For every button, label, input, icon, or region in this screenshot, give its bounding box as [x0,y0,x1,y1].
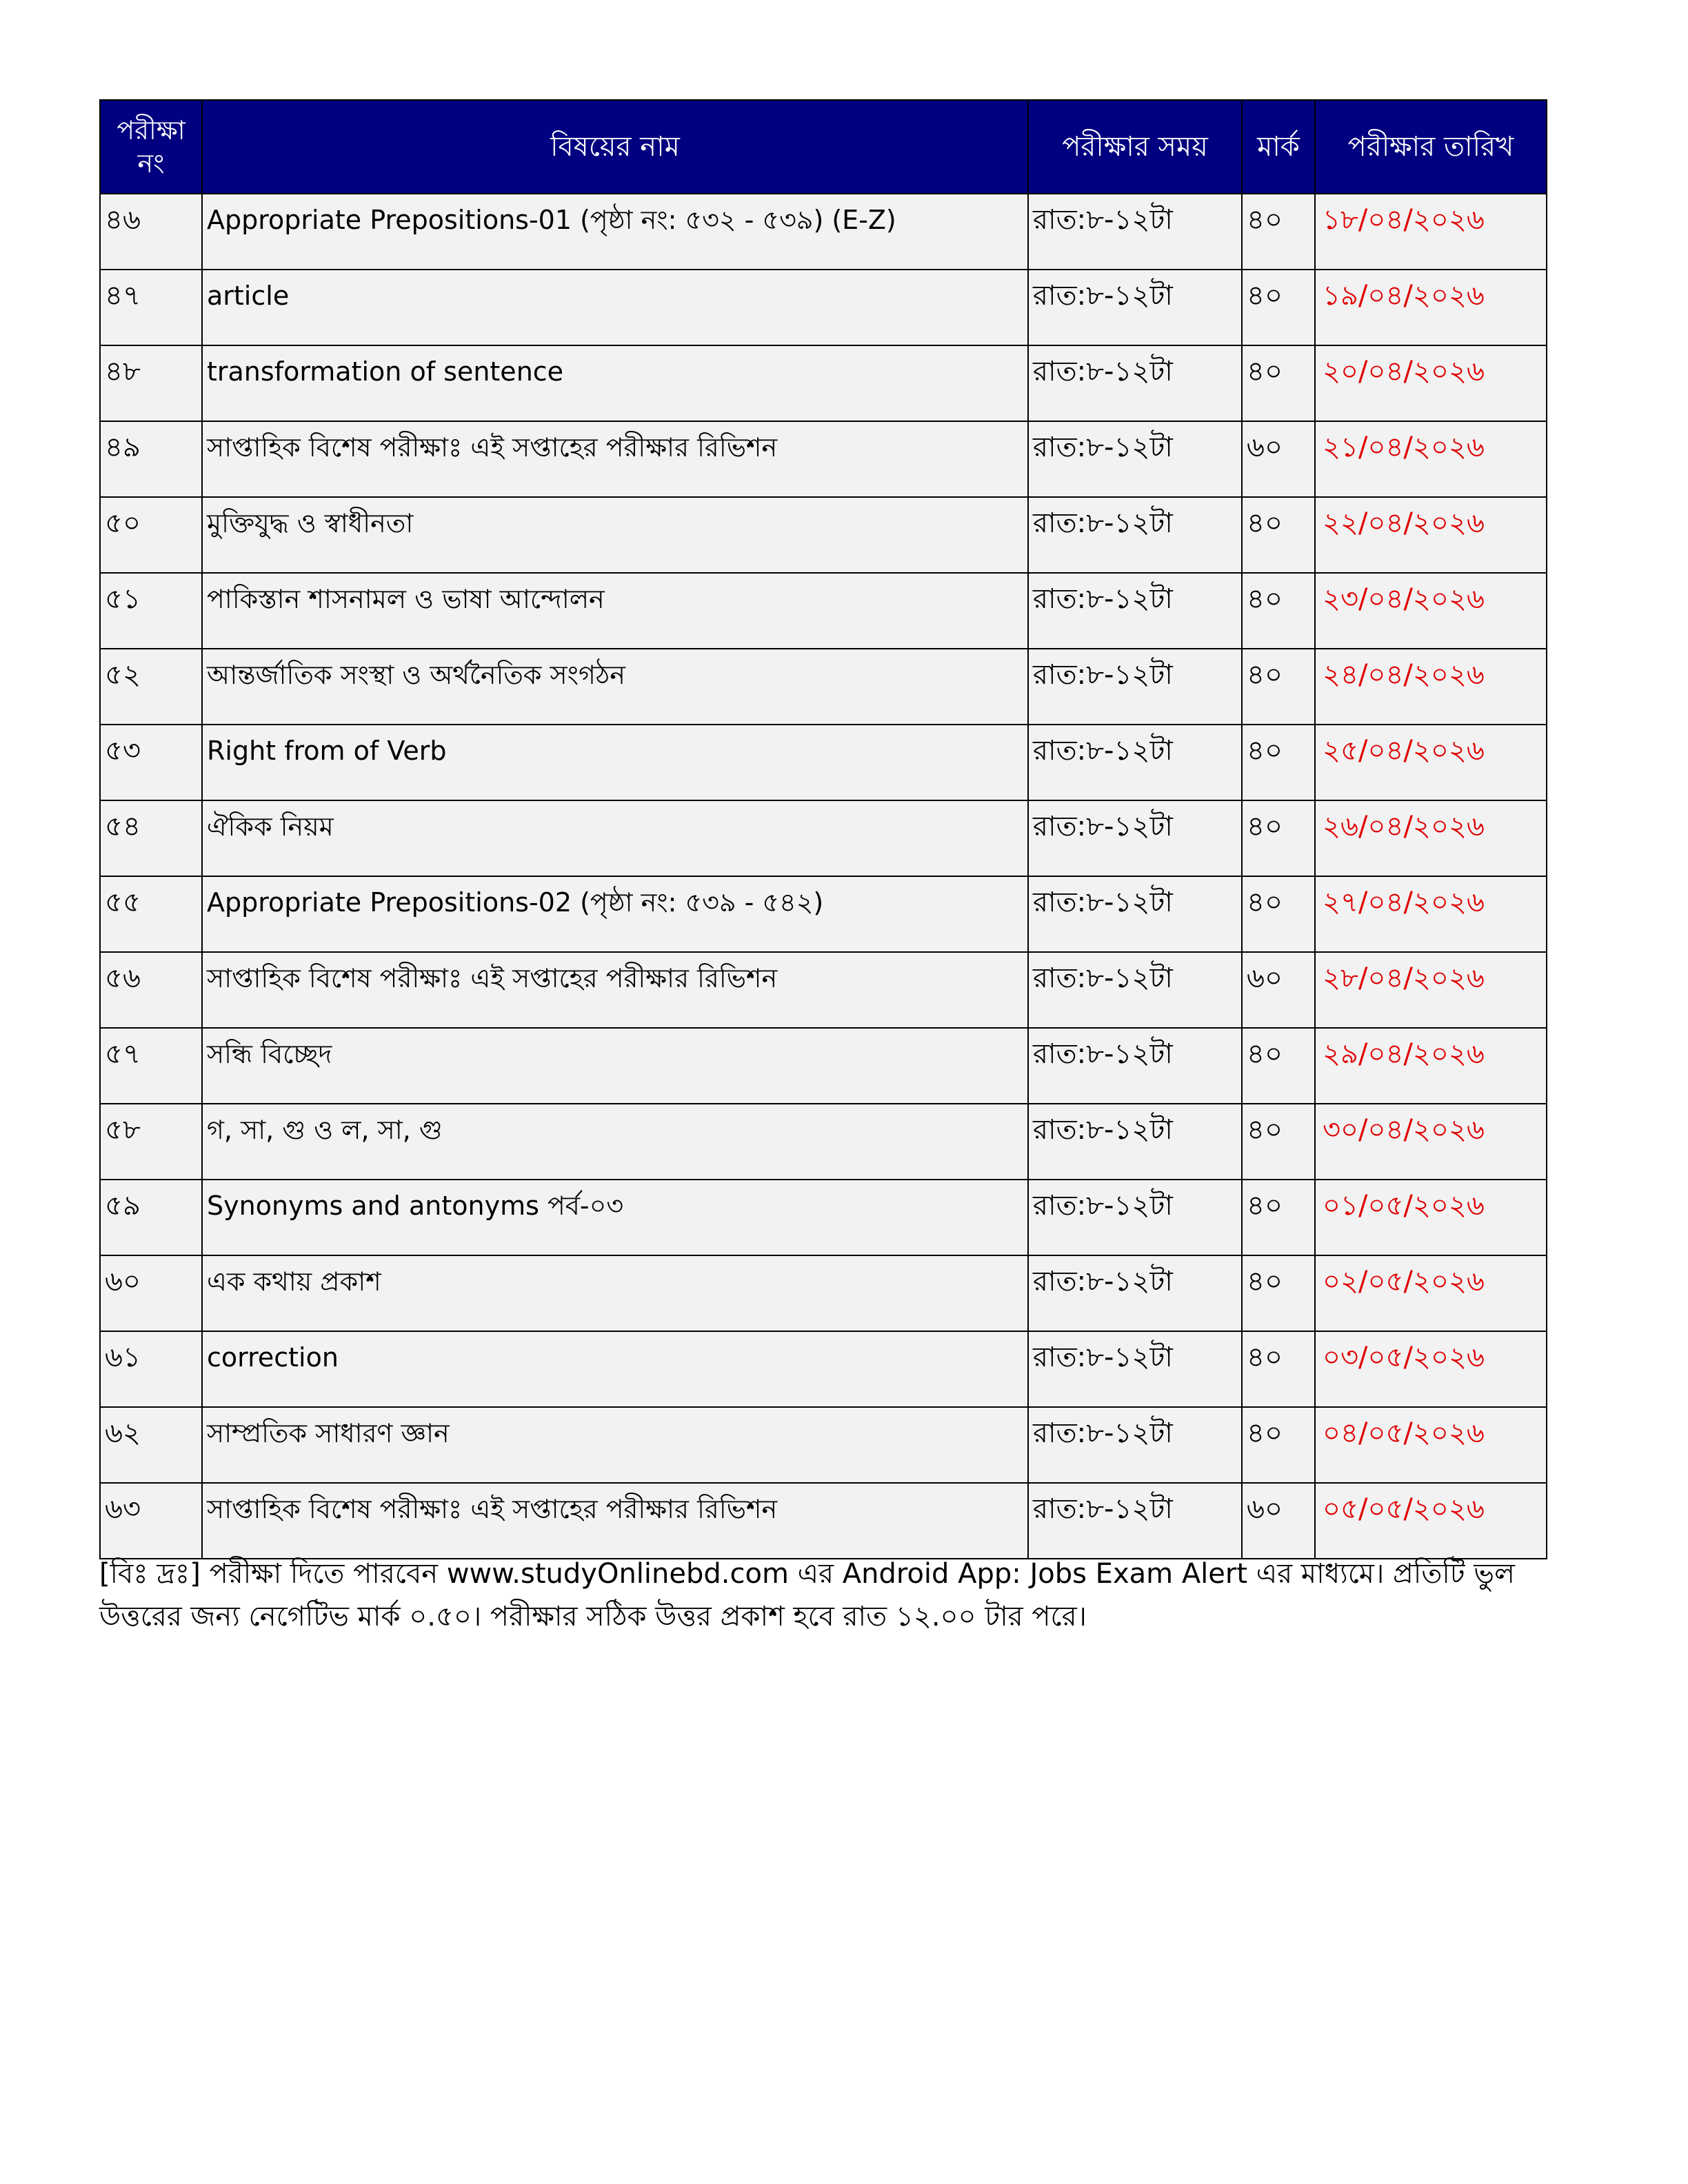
header-exam-no: পরীক্ষা নং [100,100,202,194]
date-cell: ১৯/০৪/২০২৬ [1315,270,1547,345]
subject-cell: সন্ধি বিচ্ছেদ [202,1028,1028,1104]
marks-cell: ৪০ [1242,1104,1315,1180]
exam-schedule-table [99,99,1547,1559]
marks-cell: ৪০ [1242,725,1315,800]
date-cell: ২৯/০৪/২০২৬ [1315,1028,1547,1104]
date-cell: ২৬/০৪/২০২৬ [1315,800,1547,876]
date-cell: ২৪/০৪/২০২৬ [1315,649,1547,725]
header-subject: বিষয়ের নাম [202,100,1028,194]
table-row [100,1104,1547,1180]
subject-cell: transformation of sentence [202,345,1028,421]
time-cell: রাত:৮-১২টা [1028,725,1242,800]
date-cell: ০৫/০৫/২০২৬ [1315,1483,1547,1559]
table-row [100,1180,1547,1255]
exam-no-cell: ৫৫ [100,876,202,952]
table-body [100,194,1547,1559]
subject-cell: সাপ্তাহিক বিশেষ পরীক্ষাঃ এই সপ্তাহের পরীক্ষার রিভিশন [202,1483,1028,1559]
table-row [100,1255,1547,1331]
date-cell: ২৮/০৪/২০২৬ [1315,952,1547,1028]
marks-cell: ৪০ [1242,345,1315,421]
exam-no-cell: ৪৬ [100,194,202,270]
date-cell: ০৩/০৫/২০২৬ [1315,1331,1547,1407]
table-row [100,876,1547,952]
marks-cell: ৪০ [1242,1255,1315,1331]
table-row [100,345,1547,421]
exam-no-cell: ৫০ [100,497,202,573]
date-cell: ২৩/০৪/২০২৬ [1315,573,1547,649]
subject-cell: সাপ্তাহিক বিশেষ পরীক্ষাঃ এই সপ্তাহের পরীক্ষার রিভিশন [202,421,1028,497]
time-cell: রাত:৮-১২টা [1028,573,1242,649]
table-row [100,421,1547,497]
exam-no-cell: ৫৮ [100,1104,202,1180]
time-cell: রাত:৮-১২টা [1028,270,1242,345]
exam-no-cell: ৪৭ [100,270,202,345]
date-cell: ২২/০৪/২০২৬ [1315,497,1547,573]
time-cell: রাত:৮-১২টা [1028,952,1242,1028]
exam-no-cell: ৫১ [100,573,202,649]
time-cell: রাত:৮-১২টা [1028,1104,1242,1180]
marks-cell: ৬০ [1242,421,1315,497]
marks-cell: ৬০ [1242,1483,1315,1559]
date-cell: ২১/০৪/২০২৬ [1315,421,1547,497]
time-cell: রাত:৮-১২টা [1028,1483,1242,1559]
marks-cell: ৬০ [1242,952,1315,1028]
subject-cell: article [202,270,1028,345]
header-time: পরীক্ষার সময় [1028,100,1242,194]
subject-cell: মুক্তিযুদ্ধ ও স্বাধীনতা [202,497,1028,573]
date-cell: ৩০/০৪/২০২৬ [1315,1104,1547,1180]
exam-no-cell: ৪৮ [100,345,202,421]
table-row [100,194,1547,270]
exam-no-cell: ৬১ [100,1331,202,1407]
subject-cell: গ, সা, গু ও ল, সা, গু [202,1104,1028,1180]
subject-cell: correction [202,1331,1028,1407]
date-cell: ০৪/০৫/২০২৬ [1315,1407,1547,1483]
exam-no-cell: ৬৩ [100,1483,202,1559]
time-cell: রাত:৮-১২টা [1028,1331,1242,1407]
header-date: পরীক্ষার তারিখ [1315,100,1547,194]
table-row [100,725,1547,800]
table-row [100,952,1547,1028]
table-header-row [100,100,1547,194]
time-cell: রাত:৮-১২টা [1028,800,1242,876]
subject-cell: এক কথায় প্রকাশ [202,1255,1028,1331]
date-cell: ২০/০৪/২০২৬ [1315,345,1547,421]
exam-no-cell: ৬০ [100,1255,202,1331]
table-row [100,649,1547,725]
marks-cell: ৪০ [1242,1331,1315,1407]
subject-cell: পাকিস্তান শাসনামল ও ভাষা আন্দোলন [202,573,1028,649]
subject-cell: সাম্প্রতিক সাধারণ জ্ঞান [202,1407,1028,1483]
subject-cell: Right from of Verb [202,725,1028,800]
header-marks: মার্ক [1242,100,1315,194]
date-cell: ২৭/০৪/২০২৬ [1315,876,1547,952]
table-row [100,1331,1547,1407]
time-cell: রাত:৮-১২টা [1028,1180,1242,1255]
table-row [100,573,1547,649]
marks-cell: ৪০ [1242,194,1315,270]
subject-cell: সাপ্তাহিক বিশেষ পরীক্ষাঃ এই সপ্তাহের পরীক্ষার রিভিশন [202,952,1028,1028]
date-cell: ০১/০৫/২০২৬ [1315,1180,1547,1255]
marks-cell: ৪০ [1242,270,1315,345]
time-cell: রাত:৮-১২টা [1028,1028,1242,1104]
table-row [100,497,1547,573]
marks-cell: ৪০ [1242,1028,1315,1104]
exam-no-cell: ৫৬ [100,952,202,1028]
exam-no-cell: ৫৩ [100,725,202,800]
marks-cell: ৪০ [1242,1180,1315,1255]
marks-cell: ৪০ [1242,649,1315,725]
subject-cell: Synonyms and antonyms পর্ব-০৩ [202,1180,1028,1255]
marks-cell: ৪০ [1242,1407,1315,1483]
subject-cell: আন্তর্জাতিক সংস্থা ও অর্থনৈতিক সংগঠন [202,649,1028,725]
time-cell: রাত:৮-১২টা [1028,345,1242,421]
table-row [100,800,1547,876]
marks-cell: ৪০ [1242,573,1315,649]
marks-cell: ৪০ [1242,876,1315,952]
date-cell: ১৮/০৪/২০২৬ [1315,194,1547,270]
time-cell: রাত:৮-১২টা [1028,1255,1242,1331]
marks-cell: ৪০ [1242,800,1315,876]
table-row [100,1407,1547,1483]
time-cell: রাত:৮-১২টা [1028,497,1242,573]
time-cell: রাত:৮-১২টা [1028,421,1242,497]
table-row [100,1028,1547,1104]
time-cell: রাত:৮-১২টা [1028,1407,1242,1483]
footnote: [বিঃ দ্রঃ] পরীক্ষা দিতে পারবেন www.studyOnlinebd.com এর Android App: Jobs Exam Alert এর মাধ্যমে। প্রতিটি ভুল উত্তরের জন্য নেগেটিভ মার্ক ০.৫০। পরীক্ষার সঠিক উত্তর প্রকাশ হবে রাত ১২.০০ টার পরে। [99,1558,1515,1632]
time-cell: রাত:৮-১২টা [1028,194,1242,270]
exam-no-cell: ৪৯ [100,421,202,497]
subject-cell: Appropriate Prepositions-01 (পৃষ্ঠা নং: ৫৩২ - ৫৩৯) (E-Z) [202,194,1028,270]
marks-cell: ৪০ [1242,497,1315,573]
exam-no-cell: ৬২ [100,1407,202,1483]
exam-no-cell: ৫৭ [100,1028,202,1104]
table-row [100,270,1547,345]
exam-no-cell: ৫৯ [100,1180,202,1255]
table-row [100,1483,1547,1559]
date-cell: ২৫/০৪/২০২৬ [1315,725,1547,800]
subject-cell: ঐকিক নিয়ম [202,800,1028,876]
time-cell: রাত:৮-১২টা [1028,649,1242,725]
date-cell: ০২/০৫/২০২৬ [1315,1255,1547,1331]
time-cell: রাত:৮-১২টা [1028,876,1242,952]
subject-cell: Appropriate Prepositions-02 (পৃষ্ঠা নং: ৫৩৯ - ৫৪২) [202,876,1028,952]
exam-no-cell: ৫২ [100,649,202,725]
exam-no-cell: ৫৪ [100,800,202,876]
